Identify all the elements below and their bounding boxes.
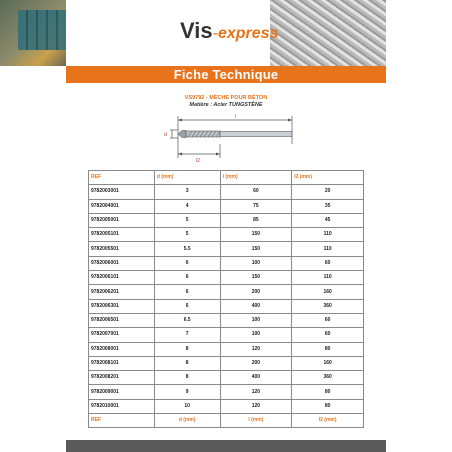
cell-d: 6 — [154, 256, 220, 270]
cell-ref: 9782005001 — [89, 213, 155, 227]
product-title: VS9792 - MÈCHE POUR BÉTON — [184, 95, 268, 101]
cell-l: 85 — [220, 213, 292, 227]
cell-l2: 110 — [292, 228, 364, 242]
cell-d: 9 — [154, 385, 220, 399]
col-header-d: d (mm) — [154, 171, 220, 185]
product-material: Matière : Acier TUNGSTÈNE — [189, 102, 263, 108]
cell-l: 100 — [220, 313, 292, 327]
cell-d: 5 — [154, 213, 220, 227]
cell-l2: 110 — [292, 271, 364, 285]
page-title: Fiche Technique — [66, 66, 386, 83]
table-row — [89, 213, 364, 227]
col-footer-l2: l2 (mm) — [292, 414, 364, 428]
cell-d: 6.5 — [154, 313, 220, 327]
table-row — [89, 328, 364, 342]
cell-ref: 9782006001 — [89, 256, 155, 270]
table-row — [89, 356, 364, 370]
cell-d: 5.5 — [154, 242, 220, 256]
col-footer-l: l (mm) — [220, 414, 292, 428]
cell-l2: 80 — [292, 385, 364, 399]
cell-ref: 9782005501 — [89, 242, 155, 256]
cell-d: 6 — [154, 299, 220, 313]
table-row — [89, 299, 364, 313]
col-footer-ref: REF — [89, 414, 155, 428]
table-row — [89, 242, 364, 256]
cell-l2: 45 — [292, 213, 364, 227]
cell-ref: 9782006301 — [89, 299, 155, 313]
cell-l2: 35 — [292, 199, 364, 213]
cell-l: 150 — [220, 228, 292, 242]
spec-table — [88, 170, 364, 428]
footer-bar — [66, 440, 386, 452]
cell-d: 3 — [154, 185, 220, 199]
drill-bit-body — [178, 131, 292, 138]
table-row — [89, 228, 364, 242]
cell-l: 100 — [220, 328, 292, 342]
cell-ref: 9782008101 — [89, 356, 155, 370]
table-row — [89, 342, 364, 356]
cell-l: 100 — [220, 256, 292, 270]
col-header-l: l (mm) — [220, 171, 292, 185]
brand-main: Vis — [180, 18, 213, 43]
table-row — [89, 199, 364, 213]
cell-d: 8 — [154, 371, 220, 385]
table-header-row — [89, 171, 364, 185]
table-row — [89, 256, 364, 270]
header-photo-screws — [270, 0, 386, 66]
cell-ref: 9782009001 — [89, 385, 155, 399]
dim-label-l: l — [235, 114, 237, 120]
dim-label-l2: l2 — [196, 158, 200, 164]
cell-d: 5 — [154, 228, 220, 242]
cell-ref: 9782004001 — [89, 199, 155, 213]
cell-l: 400 — [220, 299, 292, 313]
cell-ref: 9782010001 — [89, 399, 155, 413]
cell-ref: 9782006101 — [89, 271, 155, 285]
cell-d: 7 — [154, 328, 220, 342]
cell-ref: 9782008201 — [89, 371, 155, 385]
cell-l2: 360 — [292, 371, 364, 385]
table-row — [89, 313, 364, 327]
table-row — [89, 185, 364, 199]
drill-bit-drawing — [160, 114, 295, 164]
cell-l: 120 — [220, 385, 292, 399]
cell-ref: 9782003001 — [89, 185, 155, 199]
cell-l: 150 — [220, 242, 292, 256]
cell-ref: 9782008001 — [89, 342, 155, 356]
cell-ref: 9782006201 — [89, 285, 155, 299]
table-row — [89, 285, 364, 299]
table-row — [89, 271, 364, 285]
dim-label-d: d — [164, 132, 167, 138]
col-header-ref: REF — [89, 171, 155, 185]
cell-l: 75 — [220, 199, 292, 213]
cell-d: 10 — [154, 399, 220, 413]
cell-l2: 80 — [292, 399, 364, 413]
cell-l: 150 — [220, 271, 292, 285]
col-header-l2: l2 (mm) — [292, 171, 364, 185]
table-row — [89, 399, 364, 413]
cell-d: 4 — [154, 199, 220, 213]
table-footer-row — [89, 414, 364, 428]
cell-d: 8 — [154, 356, 220, 370]
cell-l2: 60 — [292, 313, 364, 327]
cell-d: 6 — [154, 271, 220, 285]
cell-l2: 160 — [292, 285, 364, 299]
cell-l2: 360 — [292, 299, 364, 313]
cell-l2: 20 — [292, 185, 364, 199]
cell-ref: 9782006501 — [89, 313, 155, 327]
cell-l: 200 — [220, 356, 292, 370]
cell-l2: 80 — [292, 342, 364, 356]
cell-l: 120 — [220, 342, 292, 356]
cell-ref: 9782005101 — [89, 228, 155, 242]
brand-logo — [180, 18, 278, 48]
cell-l2: 60 — [292, 256, 364, 270]
cell-l2: 60 — [292, 328, 364, 342]
cell-d: 8 — [154, 342, 220, 356]
cell-l: 400 — [220, 371, 292, 385]
table-row — [89, 371, 364, 385]
cell-l: 200 — [220, 285, 292, 299]
cell-l2: 110 — [292, 242, 364, 256]
cell-d: 6 — [154, 285, 220, 299]
col-footer-d: d (mm) — [154, 414, 220, 428]
cell-l: 120 — [220, 399, 292, 413]
table-row — [89, 385, 364, 399]
brand-sub: express — [217, 25, 279, 42]
cell-l: 60 — [220, 185, 292, 199]
cell-l2: 160 — [292, 356, 364, 370]
brand-dash: - — [212, 25, 218, 42]
cell-ref: 9782007001 — [89, 328, 155, 342]
